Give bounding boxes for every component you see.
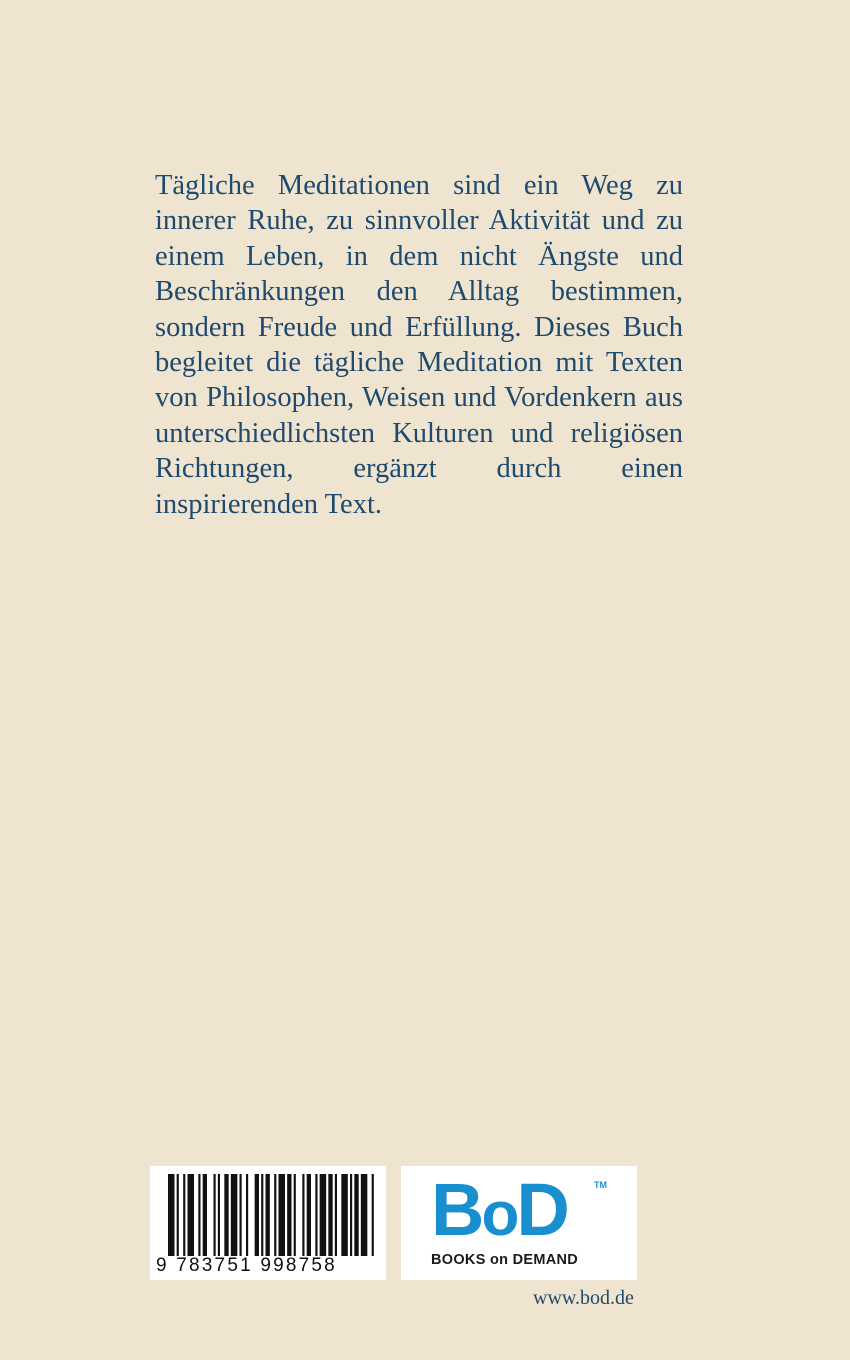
bod-wordmark	[431, 1170, 567, 1255]
barcode-bar	[372, 1174, 374, 1256]
barcode-bar	[328, 1174, 332, 1256]
barcode-bar	[335, 1174, 337, 1256]
isbn-number: 9 783751 998758	[156, 1255, 337, 1276]
barcode-bar	[188, 1174, 195, 1256]
barcode-bar	[198, 1174, 200, 1256]
barcode-bar	[246, 1174, 248, 1256]
bod-letter-b: B	[431, 1168, 482, 1251]
barcode-bar	[177, 1174, 179, 1256]
barcode-bar	[361, 1174, 368, 1256]
bod-letter-d: D	[516, 1168, 567, 1251]
barcode-bar	[274, 1174, 276, 1256]
barcode-bar	[307, 1174, 311, 1256]
barcode-bars	[168, 1174, 376, 1256]
barcode-bar	[315, 1174, 317, 1256]
barcode-bar	[354, 1174, 358, 1256]
publisher-logo	[401, 1166, 637, 1280]
barcode-bar	[240, 1174, 242, 1256]
barcode-bar	[168, 1174, 175, 1256]
barcode-bar	[320, 1174, 327, 1256]
barcode-bar	[214, 1174, 216, 1256]
publisher-tagline: BOOKS on DEMAND	[431, 1252, 579, 1268]
barcode-bar	[266, 1174, 270, 1256]
barcode-bar	[302, 1174, 304, 1256]
trademark-symbol: TM	[594, 1180, 607, 1190]
barcode-bar	[218, 1174, 220, 1256]
barcode-bar	[294, 1174, 296, 1256]
isbn-barcode	[150, 1166, 386, 1280]
barcode-bar	[231, 1174, 238, 1256]
barcode-bar	[183, 1174, 185, 1256]
barcode-bar	[255, 1174, 259, 1256]
publisher-website: www.bod.de	[533, 1287, 634, 1309]
barcode-bar	[224, 1174, 228, 1256]
bod-letter-o: o	[481, 1180, 517, 1249]
back-cover-blurb: Tägliche Meditationen sind ein Weg zu innerer Ruhe, zu sinnvoller Aktivität und zu einem Leben, in dem nicht Ängste und Beschränkungen den Alltag bestimmen, sondern Freude und Erfüllung. Dieses Buch begleitet die tägliche Meditation mit Texten von Philosophen, Weisen und Vordenkern aus unterschiedlichsten Kulturen und religiösen Richtungen, ergänzt durch einen inspirierenden Text.	[155, 170, 683, 520]
barcode-bar	[341, 1174, 348, 1256]
barcode-bar	[350, 1174, 352, 1256]
barcode-bar	[279, 1174, 286, 1256]
barcode-bar	[261, 1174, 263, 1256]
barcode-bar	[203, 1174, 207, 1256]
barcode-bar	[287, 1174, 291, 1256]
